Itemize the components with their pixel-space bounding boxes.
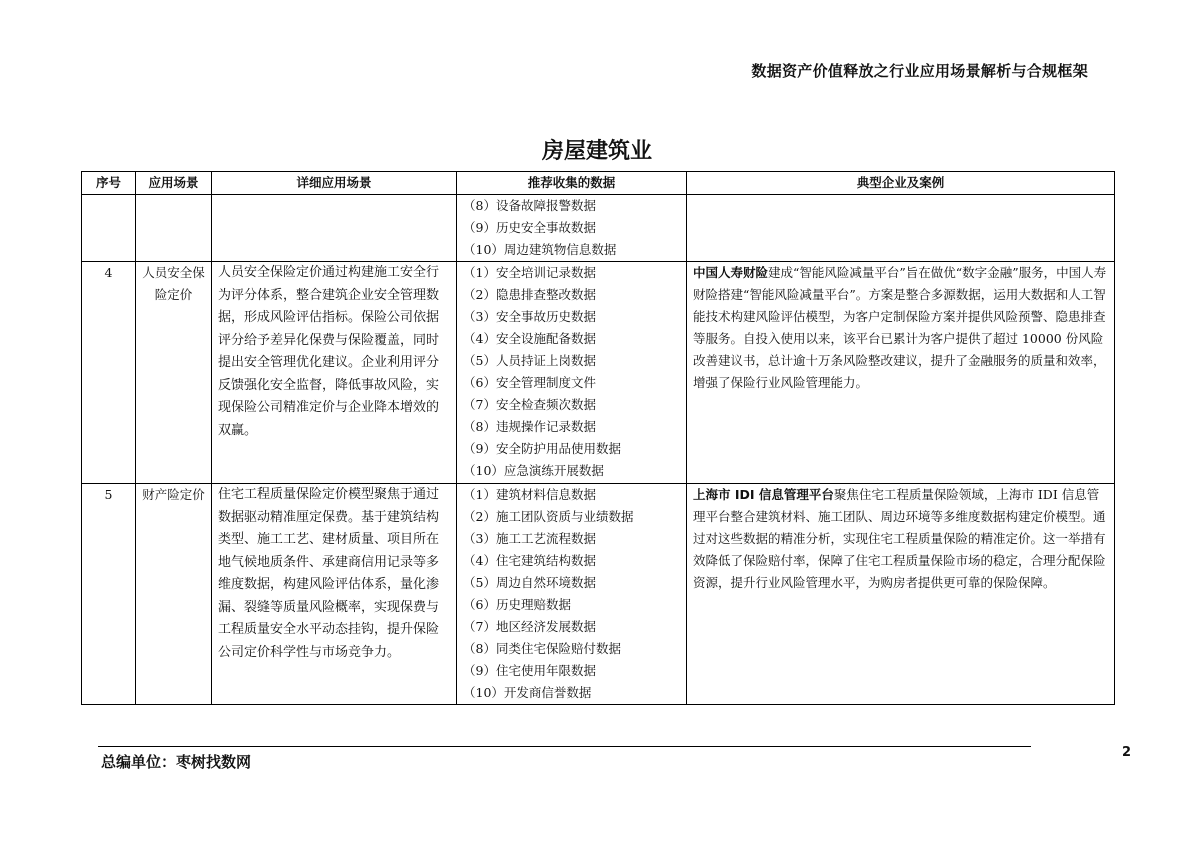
table-header-row — [82, 172, 1115, 195]
data-list-item: （10）开发商信誉数据 — [463, 685, 592, 700]
data-list-item: （8）违规操作记录数据 — [463, 419, 596, 434]
data-list-item: （9）安全防护用品使用数据 — [463, 441, 621, 456]
column-header-number: 序号 — [82, 172, 136, 195]
detail-cell — [212, 195, 457, 262]
table-row — [82, 484, 1115, 705]
data-cell — [457, 262, 687, 484]
case-company-name: 中国人寿财险 — [693, 265, 769, 280]
data-list-item: （7）安全检查频次数据 — [463, 397, 596, 412]
detail-cell: 人员安全保险定价通过构建施工安全行为评分体系，整合建筑企业安全管理数据，形成风险评估指标。保险公司依据评分给予差异化保费与保险覆盖，同时提出安全管理优化建议。企业利用评分反馈强化安全监督，降低事故风险，实现保险公司精准定价与企业降本增效的双赢。 — [212, 262, 457, 484]
data-list-item: （2）隐患排查整改数据 — [463, 287, 596, 302]
data-list-item: （9）住宅使用年限数据 — [463, 663, 596, 678]
column-header-scene: 应用场景 — [136, 172, 212, 195]
cases-cell — [687, 195, 1115, 262]
data-list-item: （2）施工团队资质与业绩数据 — [463, 509, 634, 524]
footer-divider — [98, 746, 1031, 747]
case-company-name: 上海市 IDI 信息管理平台 — [693, 487, 834, 502]
column-header-data: 推荐收集的数据 — [457, 172, 687, 195]
data-list-item: （3）安全事故历史数据 — [463, 309, 596, 324]
data-cell — [457, 195, 687, 262]
data-list-item: （6）历史理赔数据 — [463, 597, 571, 612]
data-list-item: （7）地区经济发展数据 — [463, 619, 596, 634]
data-list-item: （8）设备故障报警数据 — [463, 198, 596, 213]
data-list-item: （4）安全设施配备数据 — [463, 331, 596, 346]
data-list-item: （5）人员持证上岗数据 — [463, 353, 596, 368]
row-number-cell: 4 — [82, 262, 136, 484]
cases-cell — [687, 262, 1115, 484]
case-description: 建成“智能风险减量平台”旨在做优“数字金融”服务，中国人寿财险搭建“智能风险减量平台”。方案是整合多源数据，运用大数据和人工智能技术构建风险评估模型，为客户定制保险方案并提供风险预警、隐患排查等服务。自投入使用以来，该平台已累计为客户提供了超过 10000 份风险改善建议书，总计逾十万条风险整改建议，提升了金融服务的质量和效率，增强了保险行业风险管理能力。 — [693, 265, 1107, 390]
data-list-item: （6）安全管理制度文件 — [463, 375, 596, 390]
data-list-item: （4）住宅建筑结构数据 — [463, 553, 596, 568]
data-list-item: （10）周边建筑物信息数据 — [463, 242, 617, 257]
scene-cell: 财产险定价 — [136, 484, 212, 705]
page-number: 2 — [1122, 745, 1132, 760]
application-scenario-table — [81, 171, 1115, 705]
case-description: 聚焦住宅工程质量保险领域，上海市 IDI 信息管理平台整合建筑材料、施工团队、周边环境等多维度数据构建定价模型。通过对这些数据的精准分析，实现住宅工程质量保险的精准定价。这一举措有效降低了保险赔付率，保障了住宅工程质量保险市场的稳定，合理分配保险资源，提升行业风险管理水平，为购房者提供更可靠的保险保障。 — [693, 487, 1106, 590]
data-cell — [457, 484, 687, 705]
footer-editor-label: 总编单位：枣树找数网 — [101, 753, 252, 771]
table-row-continued — [82, 195, 1115, 262]
document-header-title: 数据资产价值释放之行业应用场景解析与合规框架 — [751, 62, 1088, 80]
data-list-item: （5）周边自然环境数据 — [463, 575, 596, 590]
column-header-detail: 详细应用场景 — [212, 172, 457, 195]
data-list-item: （8）同类住宅保险赔付数据 — [463, 641, 621, 656]
row-number-cell — [82, 195, 136, 262]
data-list-item: （3）施工工艺流程数据 — [463, 531, 596, 546]
data-list-item: （9）历史安全事故数据 — [463, 220, 596, 235]
page-title: 房屋建筑业 — [541, 139, 652, 164]
table-row — [82, 262, 1115, 484]
data-list-item: （10）应急演练开展数据 — [463, 463, 604, 478]
detail-cell: 住宅工程质量保险定价模型聚焦于通过数据驱动精准厘定保费。基于建筑结构类型、施工工艺、建材质量、项目所在地气候地质条件、承建商信用记录等多维度数据，构建风险评估体系，量化渗漏、裂缝等质量风险概率，实现保费与工程质量安全水平动态挂钩，提升保险公司定价科学性与市场竞争力。 — [212, 484, 457, 705]
scene-cell — [136, 195, 212, 262]
data-list-item: （1）安全培训记录数据 — [463, 265, 596, 280]
column-header-cases: 典型企业及案例 — [687, 172, 1115, 195]
scene-cell: 人员安全保险定价 — [136, 262, 212, 484]
data-list-item: （1）建筑材料信息数据 — [463, 487, 596, 502]
cases-cell — [687, 484, 1115, 705]
row-number-cell: 5 — [82, 484, 136, 705]
